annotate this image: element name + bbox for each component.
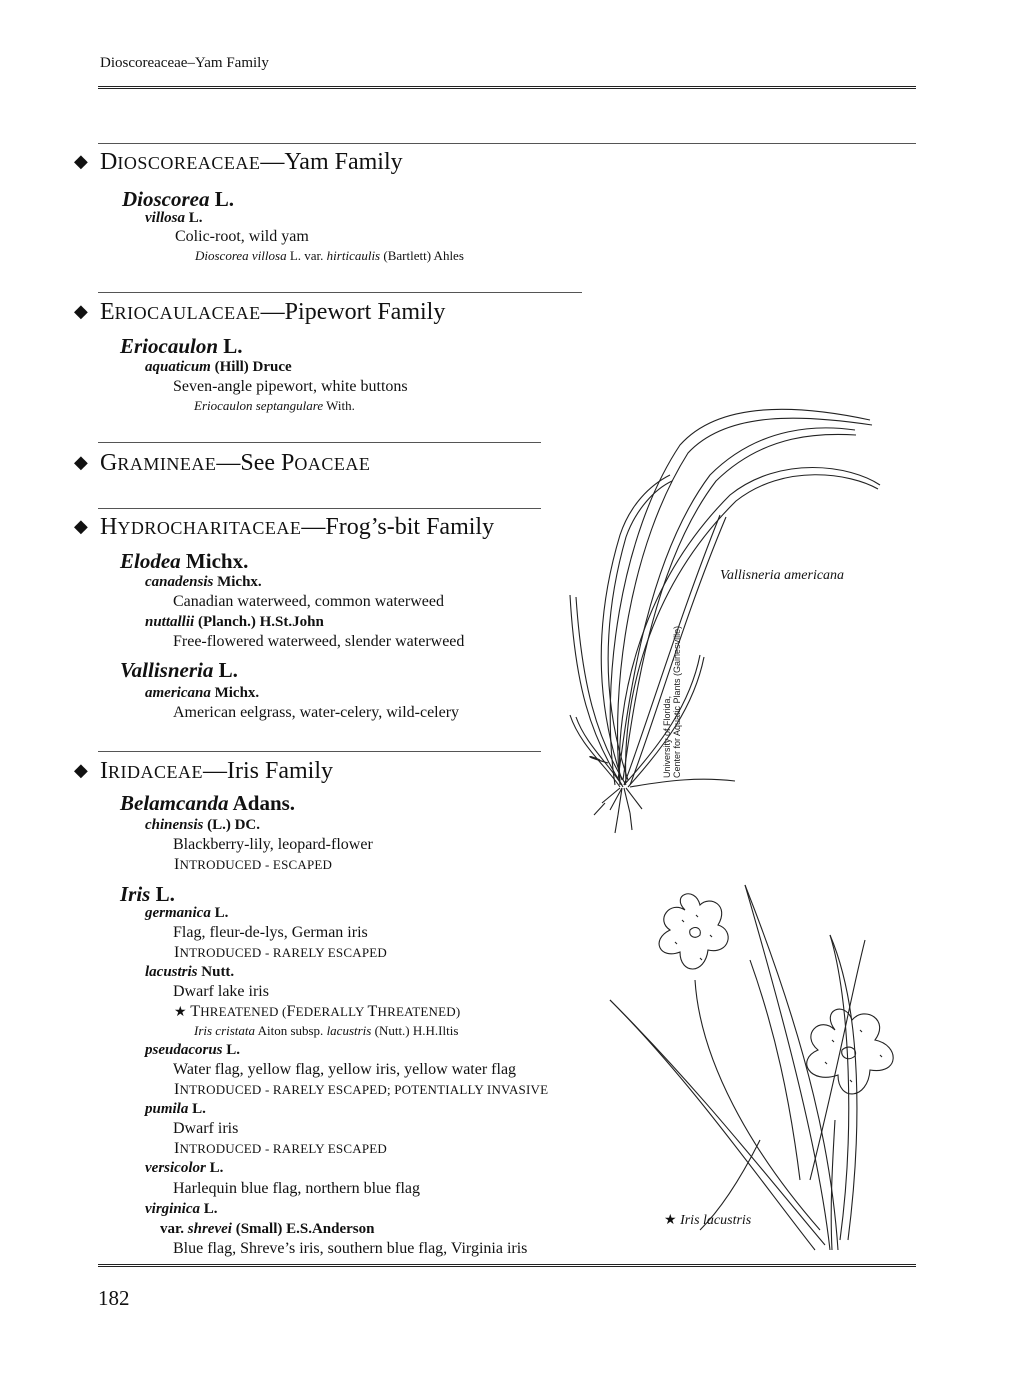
status-label: INTRODUCED - ESCAPED [174, 856, 333, 873]
genus-belamcanda: Belamcanda Adans. [120, 791, 296, 815]
common-name: Dwarf lake iris [173, 983, 269, 1000]
section-rule [98, 292, 582, 293]
status-label-threatened: ★ THREATENED (FEDERALLY THREATENED) [174, 1003, 461, 1020]
common-name: Colic-root, wild yam [175, 228, 309, 245]
diamond-icon: ◆ [74, 516, 88, 536]
status-label: INTRODUCED - RARELY ESCAPED; POTENTIALLY INVASIVE [174, 1081, 549, 1098]
species-americana: americana Michx. [145, 685, 260, 701]
species-nuttallii: nuttallii (Planch.) H.St.John [145, 614, 324, 630]
diamond-icon: ◆ [74, 760, 88, 780]
synonym: Iris cristata Aiton subsp. lacustris (Nutt.) H.H.Iltis [194, 1023, 459, 1038]
genus-elodea: Elodea Michx. [120, 549, 249, 573]
synonym: Eriocaulon septangulare With. [194, 398, 355, 413]
species-pseudacorus: pseudacorus L. [145, 1042, 241, 1058]
iris-caption: ★ Iris lacustris [664, 1213, 752, 1228]
page-number: 182 [98, 1286, 130, 1310]
vallisneria-illustration [560, 385, 890, 845]
species-canadensis: canadensis Michx. [145, 574, 262, 590]
common-name: Flag, fleur-de-lys, German iris [173, 924, 368, 941]
species-pumila: pumila L. [145, 1101, 206, 1117]
diamond-icon: ◆ [74, 452, 88, 472]
species-germanica: germanica L. [145, 905, 229, 921]
common-name: Seven-angle pipewort, white buttons [173, 378, 408, 395]
star-icon: ★ [664, 1213, 677, 1228]
status-label: INTRODUCED - RARELY ESCAPED [174, 944, 387, 961]
species-lacustris: lacustris Nutt. [145, 964, 235, 980]
diamond-icon: ◆ [74, 151, 88, 171]
vallisneria-caption: Vallisneria americana [720, 568, 845, 583]
iris-illustration [600, 880, 930, 1260]
family-heading-hydrocharitaceae: ◆ HYDROCHARITACEAE—Frog’s-bit Family [74, 514, 495, 540]
family-heading-dioscoreaceae: ◆ DIOSCOREACEAE—Yam Family [74, 149, 403, 175]
common-name: American eelgrass, water-celery, wild-celery [173, 704, 460, 721]
star-icon: ★ [174, 1005, 187, 1020]
common-name: Water flag, yellow flag, yellow iris, yellow water flag [173, 1061, 517, 1078]
common-name: Blackberry-lily, leopard-flower [173, 836, 373, 853]
species-virginica: virginica L. [145, 1201, 218, 1217]
genus-vallisneria: Vallisneria L. [120, 658, 238, 682]
species-chinensis: chinensis (L.) DC. [145, 817, 261, 833]
common-name: Harlequin blue flag, northern blue flag [173, 1180, 421, 1197]
family-heading-iridaceae: ◆ IRIDACEAE—Iris Family [74, 758, 333, 784]
species-villosa: villosa L. [145, 210, 203, 226]
synonym: Dioscorea villosa L. var. hirticaulis (Bartlett) Ahles [195, 248, 464, 263]
genus-dioscorea: Dioscorea L. [122, 187, 235, 211]
header-rule [98, 86, 916, 89]
section-rule [98, 508, 541, 509]
common-name: Dwarf iris [173, 1120, 239, 1137]
section-rule [98, 751, 541, 752]
family-heading-eriocaulaceae: ◆ ERIOCAULACEAE—Pipewort Family [74, 299, 446, 325]
genus-iris: Iris L. [120, 882, 175, 906]
section-rule [98, 143, 916, 144]
diamond-icon: ◆ [74, 301, 88, 321]
section-rule [98, 442, 541, 443]
species-aquaticum: aquaticum (Hill) Druce [145, 359, 292, 375]
genus-eriocaulon: Eriocaulon L. [120, 334, 243, 358]
vallisneria-credit: University of Florida, Center for Aquatic Plants (Gainesville) [662, 625, 682, 778]
variety-shrevei: var. shrevei (Small) E.S.Anderson [160, 1221, 375, 1237]
status-label: INTRODUCED - RARELY ESCAPED [174, 1140, 387, 1157]
common-name: Canadian waterweed, common waterweed [173, 593, 444, 610]
common-name: Blue flag, Shreve’s iris, southern blue flag, Virginia iris [173, 1240, 528, 1257]
family-heading-gramineae: ◆ GRAMINEAE—See POACEAE [74, 450, 371, 476]
running-head: Dioscoreaceae–Yam Family [100, 55, 269, 71]
species-versicolor: versicolor L. [145, 1160, 224, 1176]
common-name: Free-flowered waterweed, slender waterweed [173, 633, 465, 650]
footer-rule [98, 1264, 916, 1267]
